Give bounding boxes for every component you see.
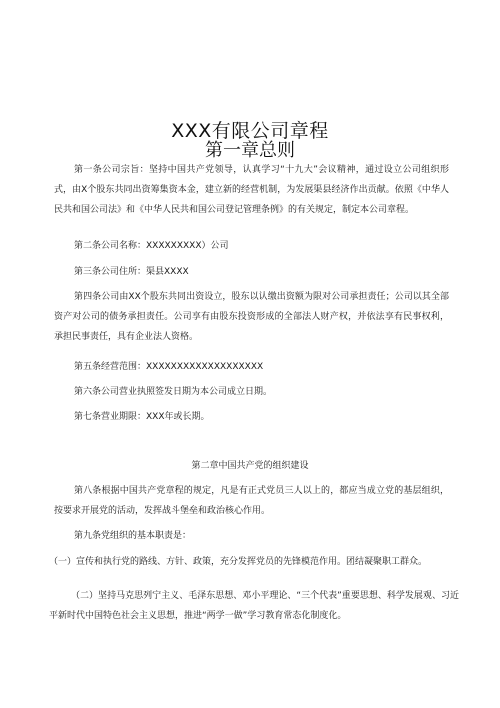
article-3: 第三条公司住所：渠县XXXX <box>74 267 189 277</box>
article-8: 第八条根据中国共产党章程的规定，凡是有正式党员三人以上的，都应当成立党的基层组织，按要求开展党的活动，发挥战斗堡垒和政治核心作用。 <box>54 486 449 516</box>
article-9-item-2: （二）坚持马克思列宁主义、毛泽东思想、邓小平理论、“三个代表”重要思想、科学发展观、习近平新时代中国特色社会主义思想，推进“两学一做”学习教育常态化制度化。 <box>49 591 459 621</box>
chapter2-title: 第二章中国共产党的组织建设 <box>191 461 309 471</box>
article-1: 第一条公司宗旨：坚持中国共产党领导，认真学习“十九大”会议精神，通过设立公司组织形式，由X个股东共同出资筹集资本金，建立新的经营机制，为发展渠县经济作出贡献。依照《中华人民共和国公司法》和《中华人民共和国公司登记管理条例》的有关规定，制定本公司章程。 <box>54 165 449 215</box>
chapter1-title: 第一章总则 <box>205 140 295 161</box>
article-9: 第九条党组织的基本职责是： <box>74 531 192 541</box>
article-6: 第六条公司营业执照签发日期为本公司成立日期。 <box>74 387 273 397</box>
article-7: 第七条营业期限：XXX年或长期。 <box>74 412 210 422</box>
article-4: 第四条公司由XX个股东共同出资设立，股东以认缴出资额为限对公司承担责任；公司以其全部资产对公司的债务承担责任。公司享有由股东投资形成的全部法人财产权，并依法享有民事权利，承担民事责任，具有企业法人资格。 <box>54 292 449 342</box>
article-9-item-1: （一）宣传和执行党的路线、方针、政策，充分发挥党员的先锋模范作用。团结凝聚职工群众。 <box>49 557 428 567</box>
document-title: XXX有限公司章程 <box>171 120 329 142</box>
article-5: 第五条经营范围：XXXXXXXXXXXXXXXXXXX <box>74 362 264 372</box>
article-2: 第二条公司名称：XXXXXXXXX）公司 <box>74 241 229 251</box>
